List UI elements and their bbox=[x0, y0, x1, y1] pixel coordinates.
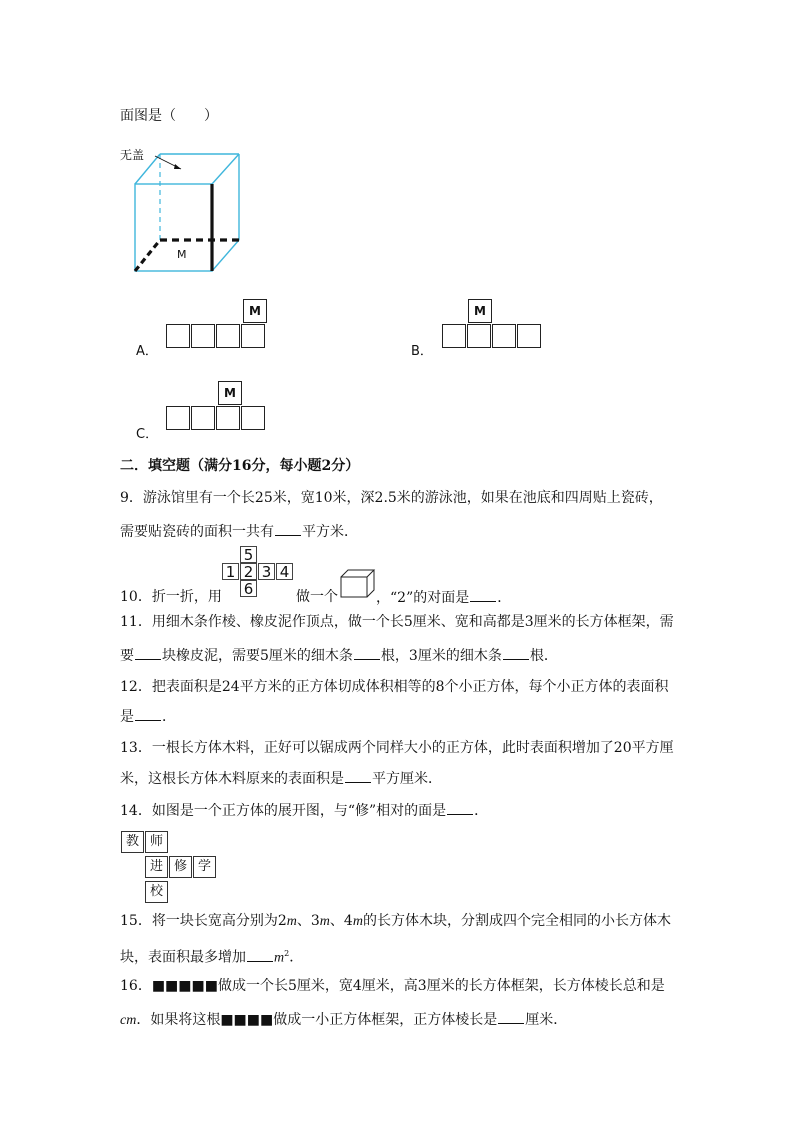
cube-icon bbox=[340, 569, 376, 599]
answer-blank[interactable] bbox=[135, 706, 161, 721]
answer-blank[interactable] bbox=[503, 645, 529, 660]
q10-line: 10．折一折，用 bbox=[120, 589, 222, 605]
net-cell bbox=[191, 324, 215, 348]
answer-blank[interactable] bbox=[275, 521, 301, 536]
answer-blank[interactable] bbox=[247, 947, 273, 962]
q12-line2: 是 ． bbox=[120, 706, 176, 727]
q14-line: 14．如图是一个正方体的展开图，与“修”相对的面是 ． bbox=[120, 800, 488, 821]
answer-blank[interactable] bbox=[470, 587, 496, 602]
q16-line1: 16．■■■■■做成一个长5厘米，宽4厘米，高3厘米的长方体框架，长方体棱长总和是 bbox=[120, 978, 665, 994]
net-cell bbox=[191, 406, 215, 430]
net-cell bbox=[241, 324, 265, 348]
q8-stem-tail: 面图是（ ） bbox=[120, 108, 218, 124]
q11-line1: 11．用细木条作棱、橡皮泥作顶点，做一个长5厘米、宽和高都是3厘米的长方体框架，需 bbox=[120, 614, 674, 630]
option-b-label[interactable]: B． bbox=[411, 344, 433, 359]
net-cell bbox=[216, 406, 240, 430]
q12-line1: 12．把表面积是24平方米的正方体切成体积相等的8个小正方体，每个小正方体的表面积 bbox=[120, 679, 669, 695]
answer-blank[interactable] bbox=[498, 1009, 524, 1024]
net-cell-m: M bbox=[243, 299, 267, 323]
q10-middle: 做一个 bbox=[296, 589, 338, 605]
net-cell bbox=[166, 406, 190, 430]
net-cell bbox=[467, 324, 491, 348]
net-cell-m: M bbox=[468, 299, 492, 323]
net-cell bbox=[166, 324, 190, 348]
q13-line1: 13．一根长方体木料，正好可以锯成两个同样大小的正方体，此时表面积增加了20平方厘 bbox=[120, 740, 674, 756]
answer-blank[interactable] bbox=[345, 768, 371, 783]
net-cell bbox=[492, 324, 516, 348]
masked-text: ■■■■ bbox=[220, 1012, 274, 1028]
q13-line2: 米，这根长方体木料原来的表面积是 平方厘米． bbox=[120, 768, 442, 789]
net-cell bbox=[241, 406, 265, 430]
net-cell-m: M bbox=[218, 381, 242, 405]
q10-suffix: ，“2”的对面是 ． bbox=[376, 587, 511, 608]
section-heading: 二．填空题（满分16分，每小题2分） bbox=[120, 458, 360, 474]
box-lid-label: 无盖 bbox=[120, 148, 145, 162]
box-front-face bbox=[135, 184, 212, 271]
answer-blank[interactable] bbox=[447, 800, 473, 815]
q9-line2: 需要贴瓷砖的面积一共有 平方米． bbox=[120, 521, 358, 542]
option-c-label[interactable]: C． bbox=[136, 427, 159, 442]
net-cell bbox=[216, 324, 240, 348]
box-face-letter: M bbox=[177, 248, 187, 261]
q15-line2: 块，表面积最多增加 $m^2$． bbox=[120, 944, 303, 969]
option-a-label[interactable]: A． bbox=[136, 344, 158, 359]
q15-line1: 15．将一块长宽高分别为2m、3m、4m的长方体木块，分割成四个完全相同的小长方体木 bbox=[120, 913, 671, 929]
q16-line2: cm．如果将这根■■■■做成一小正方体框架，正方体棱长是 厘米． bbox=[120, 1009, 567, 1031]
net-cell bbox=[517, 324, 541, 348]
q9-line1: 9．游泳馆里有一个长25米，宽10米，深2.5米的游泳池，如果在池底和四周贴上瓷砖， bbox=[120, 490, 663, 506]
masked-text: ■■■■■ bbox=[151, 978, 218, 994]
bold-dashed-edge-diag bbox=[135, 240, 160, 271]
net-cell bbox=[442, 324, 466, 348]
q11-line2: 要 块橡皮泥，需要5厘米的细木条 根，3厘米的细木条 根． bbox=[120, 645, 558, 666]
answer-blank[interactable] bbox=[354, 645, 380, 660]
answer-blank[interactable] bbox=[135, 645, 161, 660]
